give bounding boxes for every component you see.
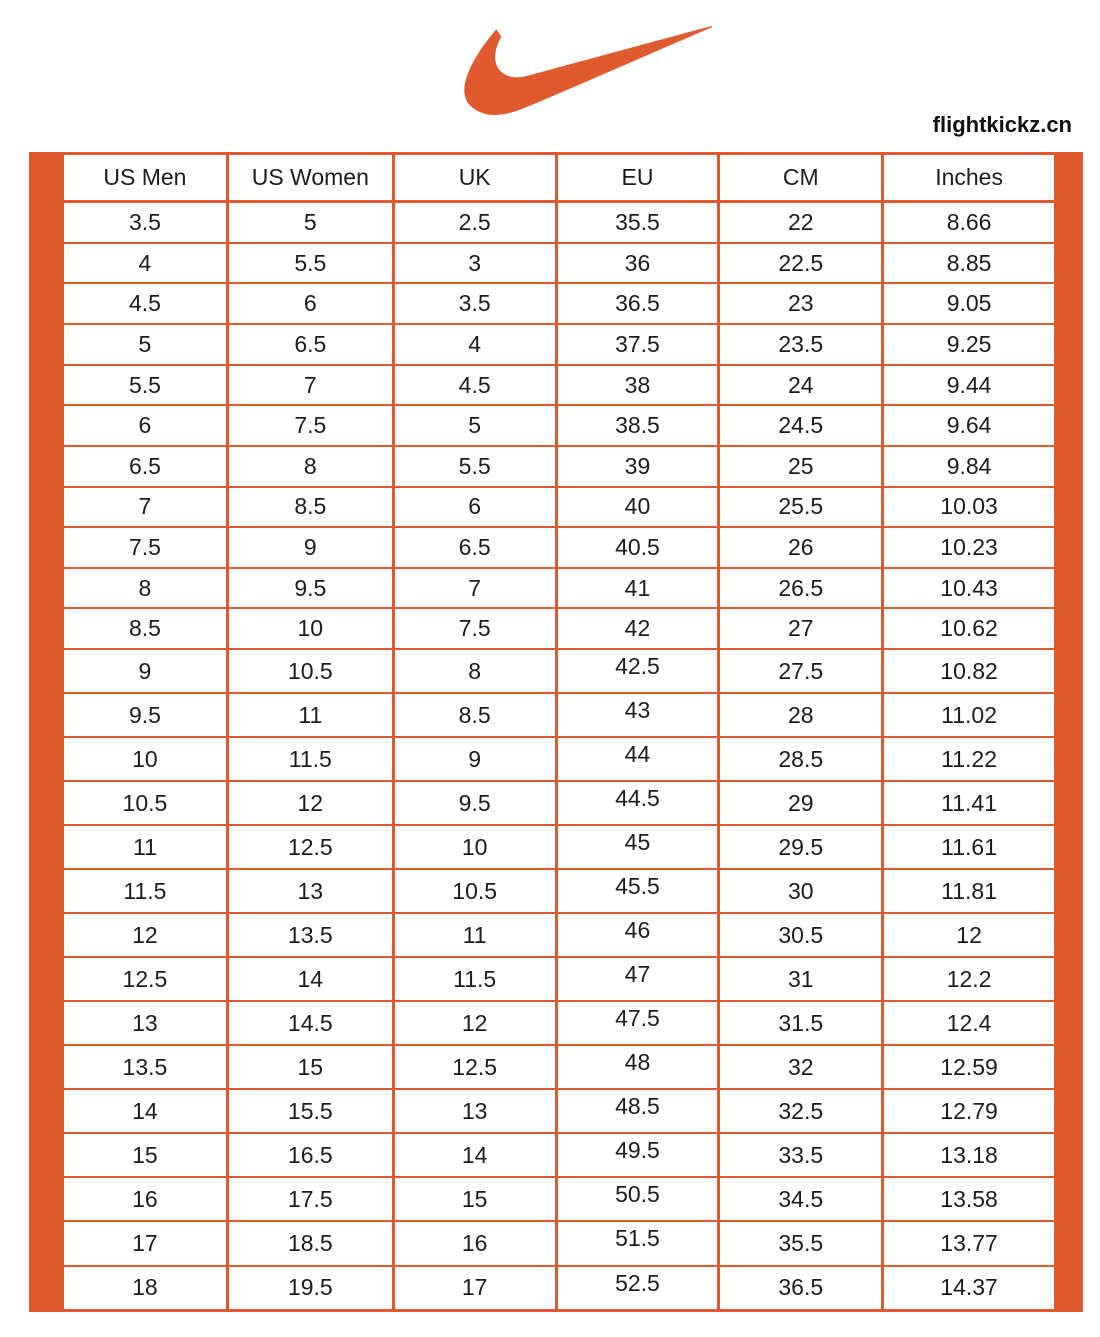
table-cell: 23.5 <box>719 324 883 365</box>
table-cell: 48 <box>556 1045 719 1089</box>
table-cell: 47.5 <box>556 1001 719 1045</box>
table-cell: 8 <box>63 568 228 609</box>
table-cell: 8.85 <box>883 243 1056 284</box>
table-cell: 16.5 <box>227 1133 393 1177</box>
table-cell: 17 <box>63 1221 228 1265</box>
table-cell: 23 <box>719 283 883 324</box>
table-row <box>63 1001 1056 1045</box>
table-cell: 28.5 <box>719 737 883 781</box>
table-cell: 18 <box>63 1266 228 1311</box>
table-cell: 6.5 <box>393 527 556 568</box>
table-cell: 9.84 <box>883 446 1056 487</box>
table-row <box>63 365 1056 406</box>
table-row <box>63 1045 1056 1089</box>
table-cell: 5.5 <box>393 446 556 487</box>
table-cell: 9.44 <box>883 365 1056 406</box>
table-cell: 6 <box>63 405 228 446</box>
table-cell: 12 <box>227 781 393 825</box>
table-cell: 47 <box>556 957 719 1001</box>
table-cell: 7.5 <box>393 608 556 649</box>
table-cell: 42.5 <box>556 649 719 693</box>
table-cell: 44 <box>556 737 719 781</box>
table-cell: 43 <box>556 693 719 737</box>
table-cell: 31 <box>719 957 883 1001</box>
table-cell: 12.5 <box>393 1045 556 1089</box>
table-row <box>63 446 1056 487</box>
table-cell: 46 <box>556 913 719 957</box>
table-row <box>63 283 1056 324</box>
table-cell: 40 <box>556 487 719 528</box>
table-row <box>63 324 1056 365</box>
table-cell: 30.5 <box>719 913 883 957</box>
table-cell: 40.5 <box>556 527 719 568</box>
table-cell: 24 <box>719 365 883 406</box>
table-cell: 44.5 <box>556 781 719 825</box>
table-cell: 31.5 <box>719 1001 883 1045</box>
table-cell: 9.25 <box>883 324 1056 365</box>
table-cell: 7 <box>393 568 556 609</box>
table-cell: 3.5 <box>63 202 228 243</box>
right-accent-bar <box>1057 152 1083 1312</box>
column-header: US Men <box>63 154 228 202</box>
table-cell: 37.5 <box>556 324 719 365</box>
table-row <box>63 1266 1056 1311</box>
table-cell: 5 <box>393 405 556 446</box>
table-cell: 9 <box>63 649 228 693</box>
table-cell: 8.66 <box>883 202 1056 243</box>
watermark-text: flightkickz.cn <box>932 112 1072 137</box>
size-table <box>61 152 1057 1312</box>
table-cell: 10.03 <box>883 487 1056 528</box>
table-cell: 6 <box>227 283 393 324</box>
table-cell: 9.5 <box>63 693 228 737</box>
table-cell: 5.5 <box>227 243 393 284</box>
table-cell: 11.61 <box>883 825 1056 869</box>
table-cell: 12 <box>63 913 228 957</box>
table-cell: 3.5 <box>393 283 556 324</box>
table-cell: 4 <box>63 243 228 284</box>
table-cell: 7 <box>63 487 228 528</box>
size-chart <box>29 152 1083 1312</box>
table-cell: 16 <box>63 1177 228 1221</box>
table-cell: 26 <box>719 527 883 568</box>
table-cell: 9 <box>393 737 556 781</box>
table-row <box>63 202 1056 243</box>
table-cell: 13.58 <box>883 1177 1056 1221</box>
table-cell: 25 <box>719 446 883 487</box>
table-cell: 11.22 <box>883 737 1056 781</box>
table-cell: 11 <box>63 825 228 869</box>
table-row <box>63 243 1056 284</box>
table-cell: 51.5 <box>556 1221 719 1265</box>
table-cell: 35.5 <box>556 202 719 243</box>
table-cell: 27.5 <box>719 649 883 693</box>
table-cell: 17 <box>393 1266 556 1311</box>
brand-header <box>0 0 1100 152</box>
table-row <box>63 913 1056 957</box>
table-cell: 7.5 <box>63 527 228 568</box>
table-cell: 10.62 <box>883 608 1056 649</box>
table-cell: 36.5 <box>556 283 719 324</box>
table-cell: 13 <box>227 869 393 913</box>
table-row <box>63 568 1056 609</box>
table-cell: 4.5 <box>63 283 228 324</box>
table-cell: 14 <box>63 1089 228 1133</box>
table-cell: 10.5 <box>227 649 393 693</box>
table-cell: 13.5 <box>63 1045 228 1089</box>
table-cell: 12.59 <box>883 1045 1056 1089</box>
table-cell: 10.5 <box>393 869 556 913</box>
table-cell: 10 <box>227 608 393 649</box>
table-cell: 18.5 <box>227 1221 393 1265</box>
table-cell: 36 <box>556 243 719 284</box>
table-cell: 50.5 <box>556 1177 719 1221</box>
size-table-body <box>63 202 1056 1311</box>
column-header: Inches <box>883 154 1056 202</box>
table-cell: 41 <box>556 568 719 609</box>
table-cell: 19.5 <box>227 1266 393 1311</box>
table-cell: 45.5 <box>556 869 719 913</box>
table-cell: 10.82 <box>883 649 1056 693</box>
table-cell: 11 <box>393 913 556 957</box>
table-cell: 7.5 <box>227 405 393 446</box>
column-header: CM <box>719 154 883 202</box>
table-row <box>63 781 1056 825</box>
table-row <box>63 487 1056 528</box>
table-cell: 15.5 <box>227 1089 393 1133</box>
table-row <box>63 1221 1056 1265</box>
table-cell: 13.18 <box>883 1133 1056 1177</box>
column-header: US Women <box>227 154 393 202</box>
table-cell: 10 <box>393 825 556 869</box>
column-header: UK <box>393 154 556 202</box>
table-cell: 13 <box>393 1089 556 1133</box>
table-cell: 14 <box>393 1133 556 1177</box>
table-cell: 39 <box>556 446 719 487</box>
table-cell: 15 <box>227 1045 393 1089</box>
table-cell: 8.5 <box>227 487 393 528</box>
table-cell: 12 <box>393 1001 556 1045</box>
table-cell: 24.5 <box>719 405 883 446</box>
table-cell: 16 <box>393 1221 556 1265</box>
table-cell: 36.5 <box>719 1266 883 1311</box>
table-cell: 11.02 <box>883 693 1056 737</box>
table-cell: 29.5 <box>719 825 883 869</box>
table-row <box>63 608 1056 649</box>
table-cell: 14 <box>227 957 393 1001</box>
table-cell: 14.37 <box>883 1266 1056 1311</box>
table-cell: 13.77 <box>883 1221 1056 1265</box>
table-cell: 11.5 <box>63 869 228 913</box>
table-row <box>63 1177 1056 1221</box>
table-cell: 45 <box>556 825 719 869</box>
table-cell: 12.5 <box>227 825 393 869</box>
table-cell: 13 <box>63 1001 228 1045</box>
table-cell: 2.5 <box>393 202 556 243</box>
table-row <box>63 649 1056 693</box>
table-cell: 9 <box>227 527 393 568</box>
table-cell: 13.5 <box>227 913 393 957</box>
table-row <box>63 825 1056 869</box>
table-cell: 49.5 <box>556 1133 719 1177</box>
table-row <box>63 693 1056 737</box>
table-cell: 5 <box>227 202 393 243</box>
table-cell: 12.5 <box>63 957 228 1001</box>
table-cell: 6.5 <box>63 446 228 487</box>
table-cell: 35.5 <box>719 1221 883 1265</box>
table-cell: 25.5 <box>719 487 883 528</box>
table-row <box>63 957 1056 1001</box>
table-cell: 32.5 <box>719 1089 883 1133</box>
table-row <box>63 1089 1056 1133</box>
table-cell: 11.5 <box>393 957 556 1001</box>
table-cell: 9.05 <box>883 283 1056 324</box>
table-cell: 8 <box>393 649 556 693</box>
header-row <box>63 154 1056 202</box>
table-cell: 7 <box>227 365 393 406</box>
table-cell: 9.5 <box>227 568 393 609</box>
table-cell: 8 <box>227 446 393 487</box>
table-cell: 9.64 <box>883 405 1056 446</box>
table-cell: 8.5 <box>63 608 228 649</box>
table-cell: 38.5 <box>556 405 719 446</box>
table-row <box>63 527 1056 568</box>
left-accent-bar <box>29 152 61 1312</box>
table-cell: 38 <box>556 365 719 406</box>
table-cell: 33.5 <box>719 1133 883 1177</box>
table-cell: 4 <box>393 324 556 365</box>
table-cell: 12.4 <box>883 1001 1056 1045</box>
table-row <box>63 405 1056 446</box>
table-cell: 10.23 <box>883 527 1056 568</box>
table-cell: 52.5 <box>556 1266 719 1311</box>
table-cell: 17.5 <box>227 1177 393 1221</box>
table-cell: 6.5 <box>227 324 393 365</box>
table-cell: 22 <box>719 202 883 243</box>
table-row <box>63 1133 1056 1177</box>
table-cell: 32 <box>719 1045 883 1089</box>
table-cell: 26.5 <box>719 568 883 609</box>
table-cell: 12.2 <box>883 957 1056 1001</box>
table-cell: 11.81 <box>883 869 1056 913</box>
table-cell: 11.5 <box>227 737 393 781</box>
table-cell: 10.5 <box>63 781 228 825</box>
table-row <box>63 737 1056 781</box>
nike-logo <box>443 22 735 120</box>
table-cell: 12.79 <box>883 1089 1056 1133</box>
table-cell: 22.5 <box>719 243 883 284</box>
nike-swoosh-icon <box>443 22 735 120</box>
table-cell: 15 <box>393 1177 556 1221</box>
table-cell: 4.5 <box>393 365 556 406</box>
table-cell: 15 <box>63 1133 228 1177</box>
table-cell: 30 <box>719 869 883 913</box>
table-cell: 6 <box>393 487 556 528</box>
table-cell: 11 <box>227 693 393 737</box>
table-cell: 29 <box>719 781 883 825</box>
table-cell: 12 <box>883 913 1056 957</box>
table-cell: 10 <box>63 737 228 781</box>
table-cell: 14.5 <box>227 1001 393 1045</box>
table-cell: 10.43 <box>883 568 1056 609</box>
table-cell: 5.5 <box>63 365 228 406</box>
table-cell: 3 <box>393 243 556 284</box>
table-row <box>63 869 1056 913</box>
table-cell: 8.5 <box>393 693 556 737</box>
table-cell: 34.5 <box>719 1177 883 1221</box>
table-cell: 11.41 <box>883 781 1056 825</box>
table-cell: 42 <box>556 608 719 649</box>
table-cell: 9.5 <box>393 781 556 825</box>
table-cell: 28 <box>719 693 883 737</box>
column-header: EU <box>556 154 719 202</box>
table-cell: 48.5 <box>556 1089 719 1133</box>
table-cell: 27 <box>719 608 883 649</box>
table-cell: 5 <box>63 324 228 365</box>
